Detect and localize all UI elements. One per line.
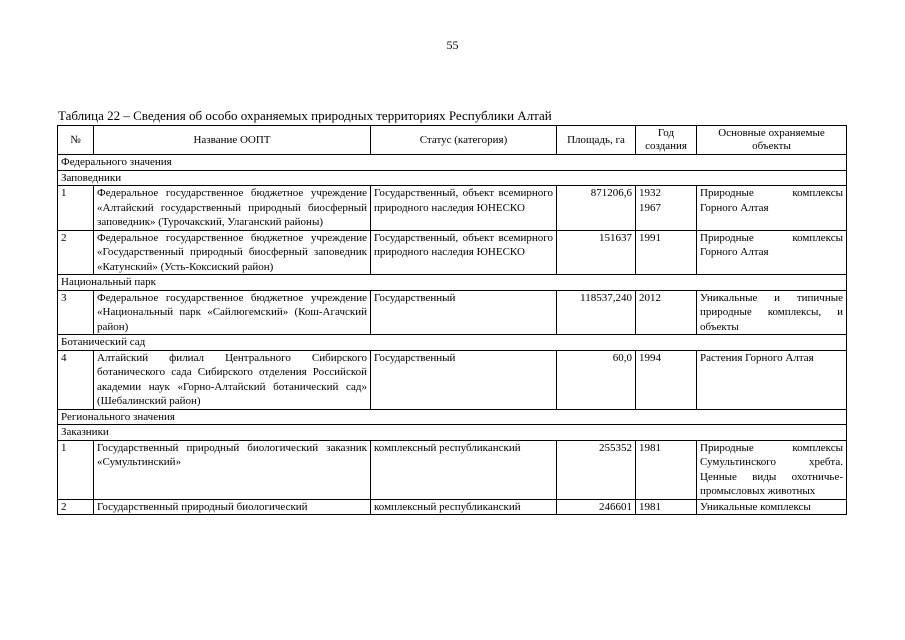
cell-area: 255352 bbox=[557, 440, 636, 499]
cell-num: 4 bbox=[58, 350, 94, 409]
table-row bbox=[58, 186, 847, 231]
cell-name: Федеральное государственное бюджетное учреждение «Алтайский государственный природный биосферный заповедник» (Турочакский, Улаганский районы) bbox=[94, 186, 371, 231]
cell-status: Государственный, объект всемирного природного наследия ЮНЕСКО bbox=[371, 230, 557, 275]
cell-objects: Растения Горного Алтая bbox=[697, 350, 847, 409]
cell-area: 151637 bbox=[557, 230, 636, 275]
table-row bbox=[58, 290, 847, 335]
cell-year: 1981 bbox=[636, 499, 697, 515]
cell-name: Федеральное государственное бюджетное учреждение «Государственный природный биосферный заповедник «Катунский» (Усть-Коксиский район) bbox=[94, 230, 371, 275]
section-row bbox=[58, 409, 847, 425]
cell-status: Государственный bbox=[371, 350, 557, 409]
section-zakazniks: Заказники bbox=[58, 425, 847, 441]
cell-objects: Уникальные и типичные природные комплексы, и объекты bbox=[697, 290, 847, 335]
cell-objects: Природные комплексы Горного Алтая bbox=[697, 186, 847, 231]
table-row bbox=[58, 350, 847, 409]
cell-status: Государственный bbox=[371, 290, 557, 335]
cell-year: 1981 bbox=[636, 440, 697, 499]
cell-num: 2 bbox=[58, 230, 94, 275]
cell-status: комплексный республиканский bbox=[371, 499, 557, 515]
cell-objects: Природные комплексы Сумультинского хребта. Ценные виды охотничье-промысловых животных bbox=[697, 440, 847, 499]
header-area: Площадь, га bbox=[557, 126, 636, 155]
section-national-park: Национальный парк bbox=[58, 275, 847, 291]
header-name: Название ООПТ bbox=[94, 126, 371, 155]
header-year: Год создания bbox=[636, 126, 697, 155]
cell-name: Алтайский филиал Центрального Сибирского ботанического сада Сибирского отделения Российской академии наук «Горно-Алтайский ботанический сад» (Шебалинский район) bbox=[94, 350, 371, 409]
header-objects: Основные охраняемые объекты bbox=[697, 126, 847, 155]
section-row bbox=[58, 425, 847, 441]
section-regional: Регионального значения bbox=[58, 409, 847, 425]
cell-num: 1 bbox=[58, 186, 94, 231]
cell-name: Государственный природный биологический bbox=[94, 499, 371, 515]
cell-area: 118537,240 bbox=[557, 290, 636, 335]
cell-num: 2 bbox=[58, 499, 94, 515]
cell-area: 246601 bbox=[557, 499, 636, 515]
cell-year: 1994 bbox=[636, 350, 697, 409]
table-row bbox=[58, 499, 847, 515]
cell-status: комплексный республиканский bbox=[371, 440, 557, 499]
page-number: 55 bbox=[446, 38, 459, 52]
table-row bbox=[58, 230, 847, 275]
cell-objects: Уникальные комплексы bbox=[697, 499, 847, 515]
section-row bbox=[58, 335, 847, 351]
protected-areas-table bbox=[57, 125, 847, 515]
cell-area: 60,0 bbox=[557, 350, 636, 409]
cell-name: Федеральное государственное бюджетное учреждение «Национальный парк «Сайлюгемский» (Кош-Агачский район) bbox=[94, 290, 371, 335]
cell-year: 2012 bbox=[636, 290, 697, 335]
cell-status: Государственный, объект всемирного природного наследия ЮНЕСКО bbox=[371, 186, 557, 231]
cell-num: 3 bbox=[58, 290, 94, 335]
header-row bbox=[58, 126, 847, 155]
cell-objects: Природные комплексы Горного Алтая bbox=[697, 230, 847, 275]
header-status: Статус (категория) bbox=[371, 126, 557, 155]
section-row bbox=[58, 170, 847, 186]
table-caption: Таблица 22 – Сведения об особо охраняемых природных территориях Республики Алтай bbox=[58, 108, 552, 123]
cell-area: 871206,6 bbox=[557, 186, 636, 231]
cell-name: Государственный природный биологический заказник «Сумультинский» bbox=[94, 440, 371, 499]
section-row bbox=[58, 275, 847, 291]
table-row bbox=[58, 440, 847, 499]
header-num: № bbox=[58, 126, 94, 155]
section-reserves: Заповедники bbox=[58, 170, 847, 186]
section-botanical-garden: Ботанический сад bbox=[58, 335, 847, 351]
cell-year: 1932 1967 bbox=[636, 186, 697, 231]
section-row bbox=[58, 155, 847, 171]
section-federal: Федерального значения bbox=[58, 155, 847, 171]
cell-num: 1 bbox=[58, 440, 94, 499]
cell-year: 1991 bbox=[636, 230, 697, 275]
